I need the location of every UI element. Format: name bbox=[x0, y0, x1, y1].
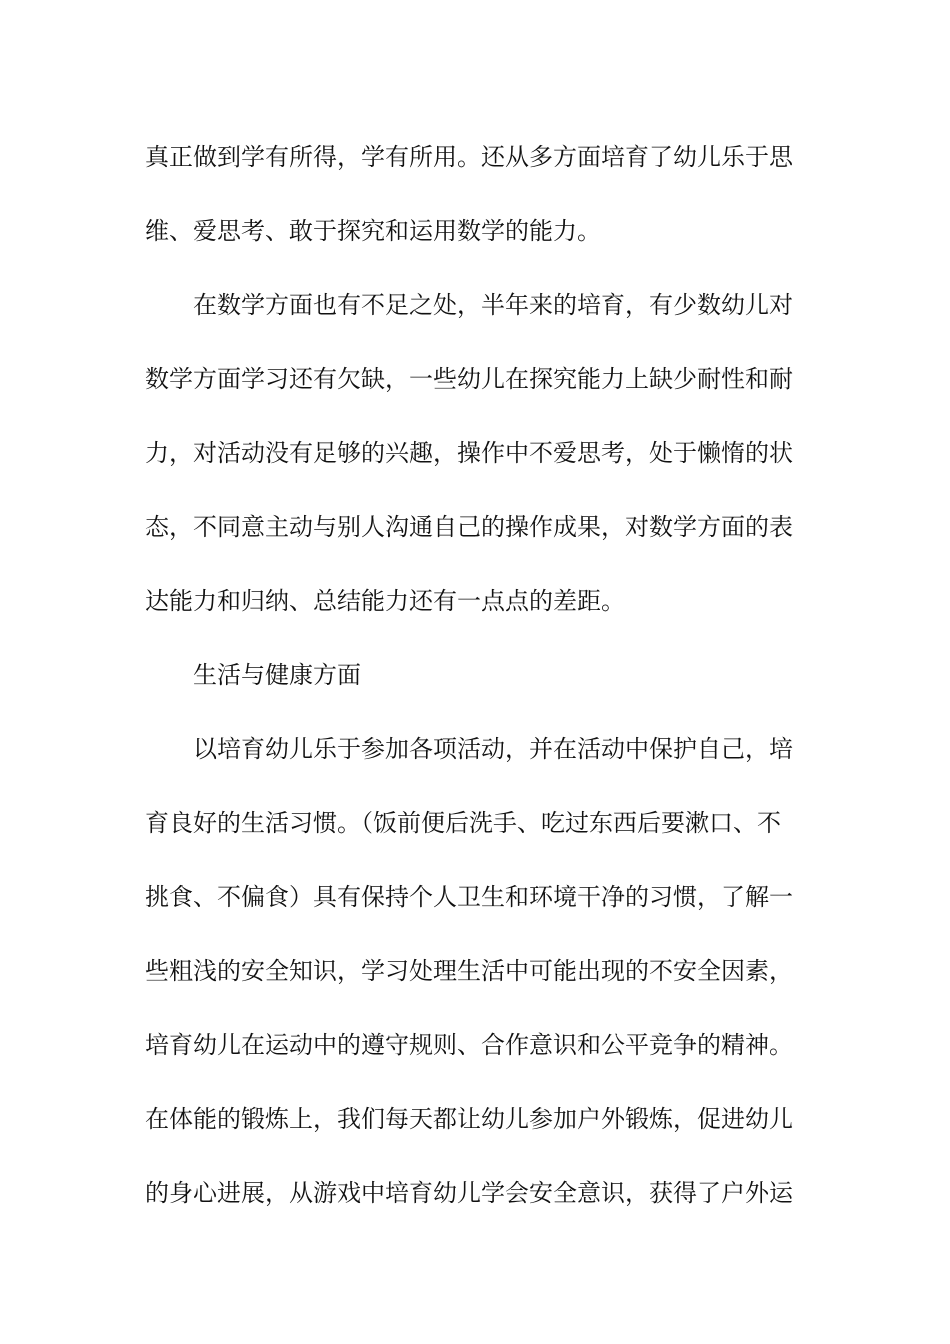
text-line: 在数学方面也有不足之处，半年来的培育，有少数幼儿对 bbox=[193, 291, 793, 319]
text-line: 挑食、不偏食）具有保持个人卫生和环境干净的习惯，了解一 bbox=[145, 883, 793, 911]
text-line: 的身心进展，从游戏中培育幼儿学会安全意识，获得了户外运 bbox=[145, 1179, 793, 1207]
text-line: 在体能的锻炼上，我们每天都让幼儿参加户外锻炼，促进幼儿 bbox=[145, 1105, 793, 1133]
text-line: 维、爱思考、敢于探究和运用数学的能力。 bbox=[145, 217, 601, 245]
text-line: 些粗浅的安全知识，学习处理生活中可能出现的不安全因素， bbox=[145, 957, 793, 985]
text-line: 真正做到学有所得，学有所用。还从多方面培育了幼儿乐于思 bbox=[145, 143, 793, 171]
text-line: 力，对活动没有足够的兴趣，操作中不爱思考，处于懒惰的状 bbox=[145, 439, 793, 467]
section-heading: 生活与健康方面 bbox=[193, 661, 361, 689]
text-line: 数学方面学习还有欠缺，一些幼儿在探究能力上缺少耐性和耐 bbox=[145, 365, 793, 393]
text-line: 达能力和归纳、总结能力还有一点点的差距。 bbox=[145, 587, 625, 615]
text-line: 以培育幼儿乐于参加各项活动，并在活动中保护自己，培 bbox=[193, 735, 793, 763]
text-line: 态，不同意主动与别人沟通自己的操作成果，对数学方面的表 bbox=[145, 513, 793, 541]
document-body bbox=[145, 120, 805, 1230]
text-line: 培育幼儿在运动中的遵守规则、合作意识和公平竞争的精神。 bbox=[145, 1031, 793, 1059]
text-line: 育良好的生活习惯。（饭前便后洗手、吃过东西后要漱口、不 bbox=[145, 809, 781, 837]
